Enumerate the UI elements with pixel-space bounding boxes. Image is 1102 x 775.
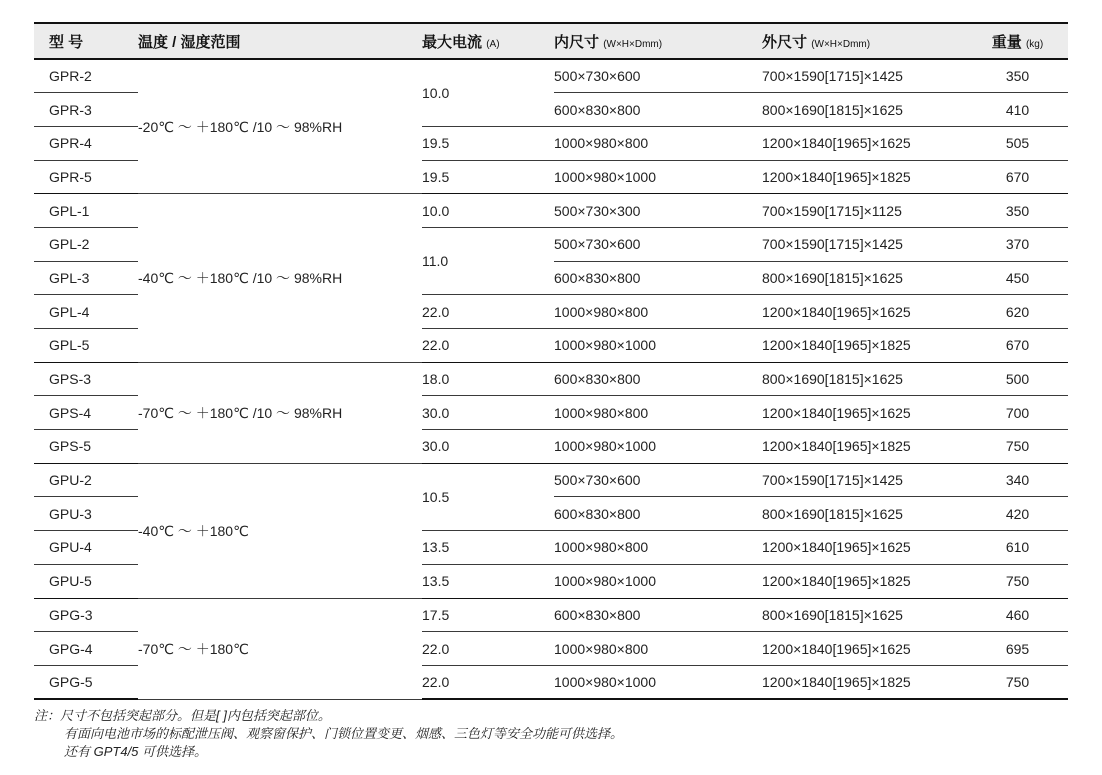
current-cell: 30.0 — [422, 430, 554, 464]
weight-cell: 350 — [967, 194, 1068, 228]
outer-size-cell: 700×1590[1715]×1425 — [762, 59, 967, 93]
weight-cell: 700 — [967, 396, 1068, 430]
table-body — [34, 59, 1068, 699]
inner-size-cell: 600×830×800 — [554, 362, 762, 396]
note-line: 还有 GPT4/5 可供选择。 — [64, 744, 208, 759]
footnotes — [34, 707, 623, 761]
weight-cell: 670 — [967, 160, 1068, 194]
inner-size-cell: 1000×980×1000 — [554, 329, 762, 363]
weight-cell: 505 — [967, 126, 1068, 160]
model-cell: GPR-5 — [34, 160, 138, 194]
outer-size-cell: 1200×1840[1965]×1625 — [762, 531, 967, 565]
model-cell: GPU-3 — [34, 497, 138, 531]
current-cell: 13.5 — [422, 531, 554, 565]
weight-cell: 370 — [967, 227, 1068, 261]
inner-size-cell: 1000×980×800 — [554, 531, 762, 565]
inner-size-cell: 500×730×300 — [554, 194, 762, 228]
range-cell: -40℃ ～ ＋180℃ — [138, 463, 422, 598]
weight-cell: 500 — [967, 362, 1068, 396]
note-line: 注：尺寸不包括突起部分。但是[ ]内包括突起部位。 — [34, 708, 331, 723]
model-cell: GPS-3 — [34, 362, 138, 396]
inner-size-cell: 500×730×600 — [554, 227, 762, 261]
model-cell: GPU-5 — [34, 564, 138, 598]
weight-cell: 610 — [967, 531, 1068, 565]
range-cell: -20℃ ～ ＋180℃ /10 ～ 98%RH — [138, 59, 422, 194]
outer-size-cell: 1200×1840[1965]×1625 — [762, 295, 967, 329]
range-cell: -70℃ ～ ＋180℃ — [138, 598, 422, 699]
weight-cell: 750 — [967, 564, 1068, 598]
header-current: 最大电流 (A) — [422, 23, 554, 59]
current-cell: 22.0 — [422, 329, 554, 363]
current-cell: 19.5 — [422, 160, 554, 194]
model-cell: GPL-1 — [34, 194, 138, 228]
outer-size-cell: 700×1590[1715]×1425 — [762, 463, 967, 497]
current-cell: 30.0 — [422, 396, 554, 430]
outer-size-cell: 1200×1840[1965]×1825 — [762, 665, 967, 699]
current-cell: 13.5 — [422, 564, 554, 598]
inner-size-cell: 600×830×800 — [554, 261, 762, 295]
outer-size-cell: 700×1590[1715]×1425 — [762, 227, 967, 261]
inner-size-cell: 500×730×600 — [554, 59, 762, 93]
range-cell: -70℃ ～ ＋180℃ /10 ～ 98%RH — [138, 362, 422, 463]
model-cell: GPR-3 — [34, 93, 138, 127]
current-cell: 22.0 — [422, 665, 554, 699]
inner-size-cell: 600×830×800 — [554, 598, 762, 632]
current-cell: 22.0 — [422, 295, 554, 329]
weight-cell: 420 — [967, 497, 1068, 531]
outer-size-cell: 1200×1840[1965]×1625 — [762, 632, 967, 666]
model-cell: GPL-3 — [34, 261, 138, 295]
current-cell: 10.0 — [422, 194, 554, 228]
range-cell: -40℃ ～ ＋180℃ /10 ～ 98%RH — [138, 194, 422, 362]
current-cell: 10.5 — [422, 463, 554, 530]
table-row — [34, 362, 1068, 396]
weight-cell: 670 — [967, 329, 1068, 363]
model-cell: GPU-4 — [34, 531, 138, 565]
table-row — [34, 194, 1068, 228]
inner-size-cell: 1000×980×1000 — [554, 665, 762, 699]
table-row — [34, 463, 1068, 497]
weight-cell: 350 — [967, 59, 1068, 93]
outer-size-cell: 800×1690[1815]×1625 — [762, 93, 967, 127]
weight-cell: 410 — [967, 93, 1068, 127]
outer-size-cell: 800×1690[1815]×1625 — [762, 261, 967, 295]
header-outer-size: 外尺寸 (W×H×Dmm) — [762, 23, 967, 59]
model-cell: GPS-4 — [34, 396, 138, 430]
outer-size-cell: 1200×1840[1965]×1825 — [762, 160, 967, 194]
outer-size-cell: 800×1690[1815]×1625 — [762, 497, 967, 531]
current-cell: 17.5 — [422, 598, 554, 632]
inner-size-cell: 1000×980×800 — [554, 126, 762, 160]
header-weight: 重量 (kg) — [967, 23, 1068, 59]
model-cell: GPG-4 — [34, 632, 138, 666]
header-range: 温度 / 湿度范围 — [138, 23, 422, 59]
inner-size-cell: 1000×980×800 — [554, 295, 762, 329]
weight-cell: 750 — [967, 665, 1068, 699]
inner-size-cell: 600×830×800 — [554, 93, 762, 127]
model-cell: GPL-5 — [34, 329, 138, 363]
outer-size-cell: 700×1590[1715]×1125 — [762, 194, 967, 228]
model-cell: GPG-5 — [34, 665, 138, 699]
inner-size-cell: 1000×980×1000 — [554, 564, 762, 598]
outer-size-cell: 1200×1840[1965]×1825 — [762, 430, 967, 464]
current-cell: 18.0 — [422, 362, 554, 396]
table-header-row — [34, 23, 1068, 59]
note-line: 有面向电池市场的标配泄压阀、观察窗保护、门锁位置变更、烟感、三色灯等安全功能可供选择。 — [64, 726, 624, 741]
outer-size-cell: 1200×1840[1965]×1625 — [762, 126, 967, 160]
inner-size-cell: 1000×980×1000 — [554, 160, 762, 194]
spec-table — [34, 22, 1068, 700]
inner-size-cell: 1000×980×800 — [554, 396, 762, 430]
weight-cell: 620 — [967, 295, 1068, 329]
outer-size-cell: 1200×1840[1965]×1825 — [762, 564, 967, 598]
outer-size-cell: 1200×1840[1965]×1625 — [762, 396, 967, 430]
weight-cell: 695 — [967, 632, 1068, 666]
inner-size-cell: 1000×980×1000 — [554, 430, 762, 464]
weight-cell: 450 — [967, 261, 1068, 295]
weight-cell: 460 — [967, 598, 1068, 632]
model-cell: GPL-2 — [34, 227, 138, 261]
weight-cell: 750 — [967, 430, 1068, 464]
inner-size-cell: 600×830×800 — [554, 497, 762, 531]
current-cell: 19.5 — [422, 126, 554, 160]
current-cell: 22.0 — [422, 632, 554, 666]
inner-size-cell: 1000×980×800 — [554, 632, 762, 666]
table-row — [34, 598, 1068, 632]
inner-size-cell: 500×730×600 — [554, 463, 762, 497]
header-inner-size: 内尺寸 (W×H×Dmm) — [554, 23, 762, 59]
model-cell: GPR-4 — [34, 126, 138, 160]
weight-cell: 340 — [967, 463, 1068, 497]
current-cell: 11.0 — [422, 227, 554, 294]
table-row — [34, 59, 1068, 93]
outer-size-cell: 800×1690[1815]×1625 — [762, 598, 967, 632]
outer-size-cell: 1200×1840[1965]×1825 — [762, 329, 967, 363]
current-cell: 10.0 — [422, 59, 554, 126]
outer-size-cell: 800×1690[1815]×1625 — [762, 362, 967, 396]
model-cell: GPS-5 — [34, 430, 138, 464]
model-cell: GPU-2 — [34, 463, 138, 497]
model-cell: GPL-4 — [34, 295, 138, 329]
model-cell: GPG-3 — [34, 598, 138, 632]
header-model: 型 号 — [34, 23, 138, 59]
model-cell: GPR-2 — [34, 59, 138, 93]
